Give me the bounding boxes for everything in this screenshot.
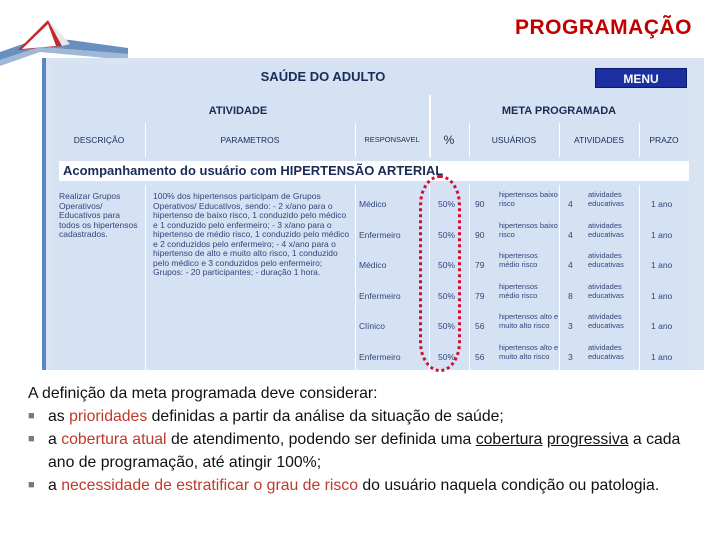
activity-count-cell: 4 [568,229,573,240]
bullet-item [28,428,708,474]
slide-title: PROGRAMAÇÃO [515,16,692,39]
divider [145,123,146,157]
responsavel-cell: Clínico [359,321,385,331]
section-title: Acompanhamento do usuário com HIPERTENSÃO ARTERIAL [59,161,689,181]
users-desc-cell: hipertensos baixo risco [499,190,558,208]
percent-cell: 50% [438,229,456,240]
highlight-text: necessidade de estratificar o grau de risco [61,477,358,494]
user-count-cell: 90 [475,229,485,240]
highlight-ellipse [419,175,461,372]
divider [559,123,560,157]
text: as [48,408,70,425]
bullet-item [28,405,708,428]
user-count-cell: 79 [475,290,485,301]
activity-desc-cell: atividades educativas [588,312,624,330]
divider [639,123,640,157]
activity-desc-cell: atividades educativas [588,190,624,208]
table-row [353,282,689,312]
underlined-text: cobertura [475,431,543,448]
bullet-square-icon: ■ [28,410,35,422]
prazo-cell: 1 ano [651,321,673,331]
percent-cell: 50% [438,260,456,270]
activity-desc-cell: atividades educativas [588,281,624,300]
text: a cada ano de programação, até atingir 100%; [48,431,681,471]
prazo-cell: 1 ano [651,229,673,240]
text: definidas a partir da análise da situação de saúde; [147,408,504,425]
responsavel-cell: Enfermeiro [359,229,401,240]
users-desc-cell: hipertensos médio risco [499,251,538,269]
text: a [48,477,62,494]
percent-cell: 50% [438,351,456,362]
user-count-cell: 90 [475,199,485,209]
highlight-text: cobertura atual [61,431,167,448]
activity-count-cell: 4 [568,260,573,270]
percent-cell: 50% [438,321,456,331]
user-count-cell: 56 [475,321,485,331]
bullet-square-icon: ■ [28,479,35,491]
users-desc-cell: hipertensos alto e muito alto risco [499,312,559,330]
prazo-cell: 1 ano [651,290,673,301]
responsavel-cell: Enfermeiro [359,351,401,362]
group-header-atividade: ATIVIDADE [208,105,268,117]
text: a [48,431,62,448]
programming-table [53,65,689,370]
user-count-cell: 79 [475,260,485,270]
user-count-cell: 56 [475,351,485,362]
col-usuarios: USUÁRIOS [491,135,537,145]
prazo-cell: 1 ano [651,260,673,270]
underlined-text: progressiva [546,431,629,448]
activity-desc-cell: atividades educativas [588,342,624,361]
activity-count-cell: 3 [568,321,573,331]
highlight-text: prioridades [69,408,148,425]
col-percent: % [443,133,455,147]
col-responsavel: RESPONSAVEL [364,135,420,144]
col-prazo: PRAZO [649,135,679,145]
percent-cell: 50% [438,290,456,301]
col-descricao: DESCRIÇÃO [73,135,125,145]
table-row [353,312,689,342]
responsavel-cell: Médico [359,260,387,270]
descricao-cell: Realizar Grupos Operativos/ Educativos para todos os hipertensos cadastrados. [59,191,138,239]
table-row [353,343,689,373]
divider [355,123,356,157]
col-parametros: PARAMETROS [220,135,280,145]
table-row [353,221,689,251]
divider [429,95,431,157]
divider [469,123,470,157]
users-desc-cell: hipertensos baixo risco [499,220,558,239]
users-desc-cell: hipertensos médio risco [499,281,538,300]
text: de atendimento, podendo ser definida uma [166,431,476,448]
col-atividades: ATIVIDADES [574,135,624,145]
bullet-item [28,474,708,497]
prazo-cell: 1 ano [651,351,673,362]
percent-cell: 50% [438,199,456,209]
explanation-text [28,382,708,497]
divider [145,185,146,370]
table-row [353,190,689,220]
table-header [53,65,689,91]
intro-line: A definição da meta programada deve considerar: [28,385,378,402]
responsavel-cell: Médico [359,199,387,209]
activity-count-cell: 8 [568,290,573,301]
users-desc-cell: hipertensos alto e muito alto risco [499,342,559,361]
table-title: SAÚDE DO ADULTO [260,69,386,84]
activity-count-cell: 3 [568,351,573,362]
responsavel-cell: Enfermeiro [359,290,401,301]
parametros-cell: 100% dos hipertensos participam de Grupos Operativos/ Educativos, sendo: - 2 x/ano para o hipertenso de baixo risco, 1 conduzido pelo médico e 1 conduzido pelo enfermeiro; - 3 x/ano para o hipertenso de médio risco, 1 conduzido pelo médico e 2 conduzidos pelo enfermeiro; - 4 x/ano para o hipertenso de alto e muito alto risco, 1 conduzido pelo médico e 3 conduzidos pelo enfermeiro; Grupos: - 20 participantes; - duração 1 hora. [153,191,350,277]
activity-desc-cell: atividades educativas [588,220,624,239]
table-row [353,251,689,281]
text: do usuário naquela condição ou patologia. [357,477,660,494]
group-header-meta: META PROGRAMADA [501,105,617,117]
menu-button[interactable]: MENU [595,68,687,88]
activity-count-cell: 4 [568,199,573,209]
bullet-square-icon: ■ [28,433,35,445]
activity-desc-cell: atividades educativas [588,251,624,269]
prazo-cell: 1 ano [651,199,673,209]
